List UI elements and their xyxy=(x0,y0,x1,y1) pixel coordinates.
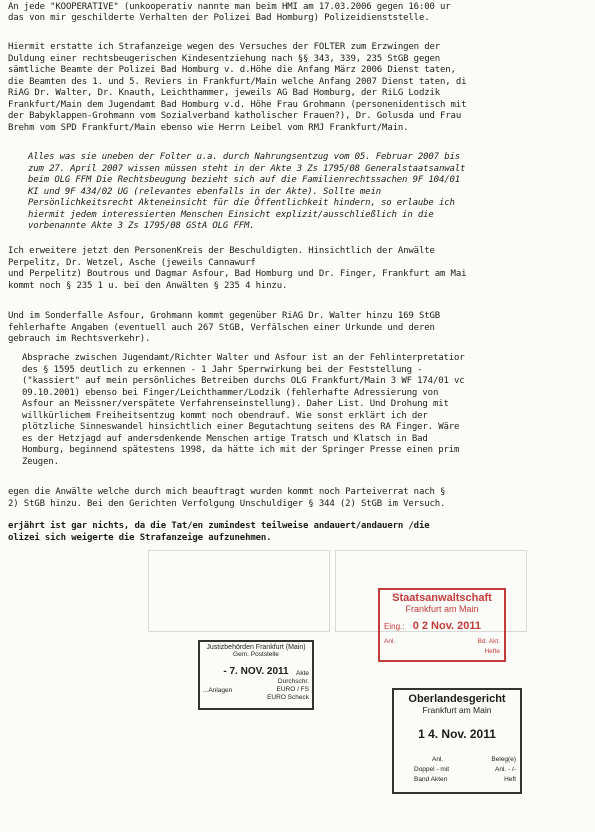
paragraph-false-statements: Und im Sonderfalle Asfour, Grohmann kommt gegenüber RiAG Dr. Walter hinzu 169 StGB fehlerhafte Angaben (eventuell auch 267 StGB, Verfälschen einer Urkunde und deren gebrauch im Rechtsverkehr). xyxy=(8,311,441,344)
paragraph-lawyers: egen die Anwälte welche durch mich beauftragt wurden kommt noch Parteiverrat nach § 2) StGB hinzu. Bei den Gerichten Verfolgung Unschuldiger § 344 (2) StGB im Versuch. xyxy=(8,487,446,509)
stamp-sta-subtitle: Frankfurt am Main xyxy=(405,604,479,614)
stamp-justiz-row-akte: Akte xyxy=(295,670,309,677)
stamp-olg-subtitle: Frankfurt am Main xyxy=(422,705,492,715)
stamp-sta-title: Staatsanwaltschaft xyxy=(392,592,492,604)
paragraph-file-reference: Alles was sie uneben der Folter u.a. durch Nahrungsentzug vom 05. Februar 2007 bis zum 27. April 2007 wissen müssen steht in der Akte 3 Zs 1795/08 Generalstaatsanwalt beim OLG FFM Die Rechtsbeugung bezieht sich auf die Familienrechtssachen 9F 104/01 KI und 9F 434/02 UG (relevantes ebenfalls in der Akte). Sollte mein Persönlichkeitsrecht Akteneinsicht für die Öffentlichkeit hindern, so erlaube ich hiermit jedem interessierten Menschen Einsicht explizit/ausschließlich in die vorbenannte Akte 3 Zs 1795/08 GStA OLG FFM. xyxy=(28,152,466,231)
stamp-sta-hefte: Hefte xyxy=(484,648,500,655)
opening-line-2: das von mir geschilderte Verhalten der Polizei Bad Homburg) Polizeidienststelle. xyxy=(8,13,430,23)
stamp-oberlandesgericht xyxy=(392,688,522,794)
stamp-sta-anl: Anl. xyxy=(384,638,396,645)
ghost-stamp-left xyxy=(148,550,330,632)
stamp-justiz-row-euro-fs: EURO / FS xyxy=(276,686,309,693)
stamp-sta-bdakt: Bd. Akt. xyxy=(477,638,500,645)
stamp-olg-title: Oberlandesgericht xyxy=(408,693,506,705)
stamp-justiz-row-anlagen: ...Anlagen xyxy=(203,687,233,694)
stamp-olg-heft: Heft xyxy=(504,776,516,783)
stamp-justiz-date: - 7. NOV. 2011 xyxy=(223,666,289,677)
paragraph-agreement: Absprache zwischen Jugendamt/Richter Walter und Asfour ist an der Fehlinterpretatior des § 1595 deutlich zu erkennen - 1 Jahr Sperrwirkung bei der Feststellung - ("kassiert" auf mein persönliches Betreiben durchs OLG Frankfurt/Main 3 WF 174/01 vc 09.10.2001) ebenso bei Finger/Leichthammer/Lodzik (fehlerhafte Adressierung von Asfour an Meissner/verspätete Verfahrenseinstellung). Daher List. Und Drohung mit willkürlichem Freiheitsentzug kommt noch obendrauf. Wie sonst erklärt ich der plötzliche Sinneswandel hinsichtlich einer Begutachtung seitens des RA Finger. Wäre es der Hetzjagd auf andersdenkende Menschen artige Tratsch und Klatsch in Bad Homburg, beginnend spätestens 1998, da hätte ich mit der Springer Presse einen prim Zeugen. xyxy=(22,353,465,467)
stamp-staatsanwaltschaft xyxy=(378,588,506,662)
stamp-olg-beleg: Beleg(e) xyxy=(491,756,516,763)
stamp-justiz-row-durchschr: Durchschr. xyxy=(277,678,309,685)
stamp-olg-date: 1 4. Nov. 2011 xyxy=(418,727,496,741)
stamp-sta-date: 0 2 Nov. 2011 xyxy=(412,620,481,632)
stamp-justiz-row-euro-scheck: EURO Scheck xyxy=(267,694,309,701)
stamp-olg-doppel: Doppel - mit xyxy=(414,766,450,773)
stamp-olg-anl2: Anl. - /- xyxy=(495,766,516,773)
paragraph-statute-of-limitations: erjährt ist gar nichts, da die Tat/en zumindest teilweise andauert/andauern /die olizei sich weigerte die Strafanzeige aufzunehmen. xyxy=(8,521,430,543)
opening-line-1: An jede "KOOPERATIVE" (unkooperativ nannte man beim HMI am 17.03.2006 gegen 16:00 ur xyxy=(8,2,451,12)
stamp-olg-anl: Anl. xyxy=(432,756,444,763)
stamp-justiz-subtitle: Gem. Poststelle xyxy=(233,651,279,658)
stamp-justiz-title: Justizbehörden Frankfurt (Main) xyxy=(206,644,306,651)
paragraph-accused-extension: Ich erweitere jetzt den PersonenKreis der Beschuldigten. Hinsichtlich der Anwälte Perpelitz, Dr. Wetzel, Asche (jeweils Cannawurf und Perpelitz) Boutrous und Dagmar Asfour, Bad Homburg und Dr. Finger, Frankfurt am Mai kommt noch § 235 1 u. bei den Anwälten § 235 4 hinzu. xyxy=(8,246,467,291)
stamp-olg-band-akten: Band Akten xyxy=(414,776,448,783)
stamp-sta-eing-label: Eing.: xyxy=(384,622,405,631)
stamp-justiz-poststelle xyxy=(198,640,314,710)
paragraph-criminal-complaint: Hiermit erstatte ich Strafanzeige wegen des Versuches der FOLTER zum Erzwingen der Duldung einer rechtsbeugerischen Kindesentziehung nach §§ 343, 339, 235 StGB gegen sämtliche Beamte der Polizei Bad Homburg v. d.Höhe die Anfang März 2006 Dienst taten, die Beamten des 1. und 5. Reviers in Frankfurt/Main welche Anfang 2007 Dienst taten, di RiAG Dr. Walter, Dr. Knauth, Leichthammer, jeweils AG Bad Homburg, der RiLG Lodzik Frankfurt/Main dem Jugendamt Bad Homburg v.d. Höhe Frau Grohmann (personenidentisch mit der Babyklappen-Grohmann vom Sozialverband katholischer Frauen?), Dr. Golusda und Frau Brehm vom SPD Frankfurt/Main ebenso wie Herrn Leibel vom RMJ Frankfurt/Main. xyxy=(8,42,467,133)
